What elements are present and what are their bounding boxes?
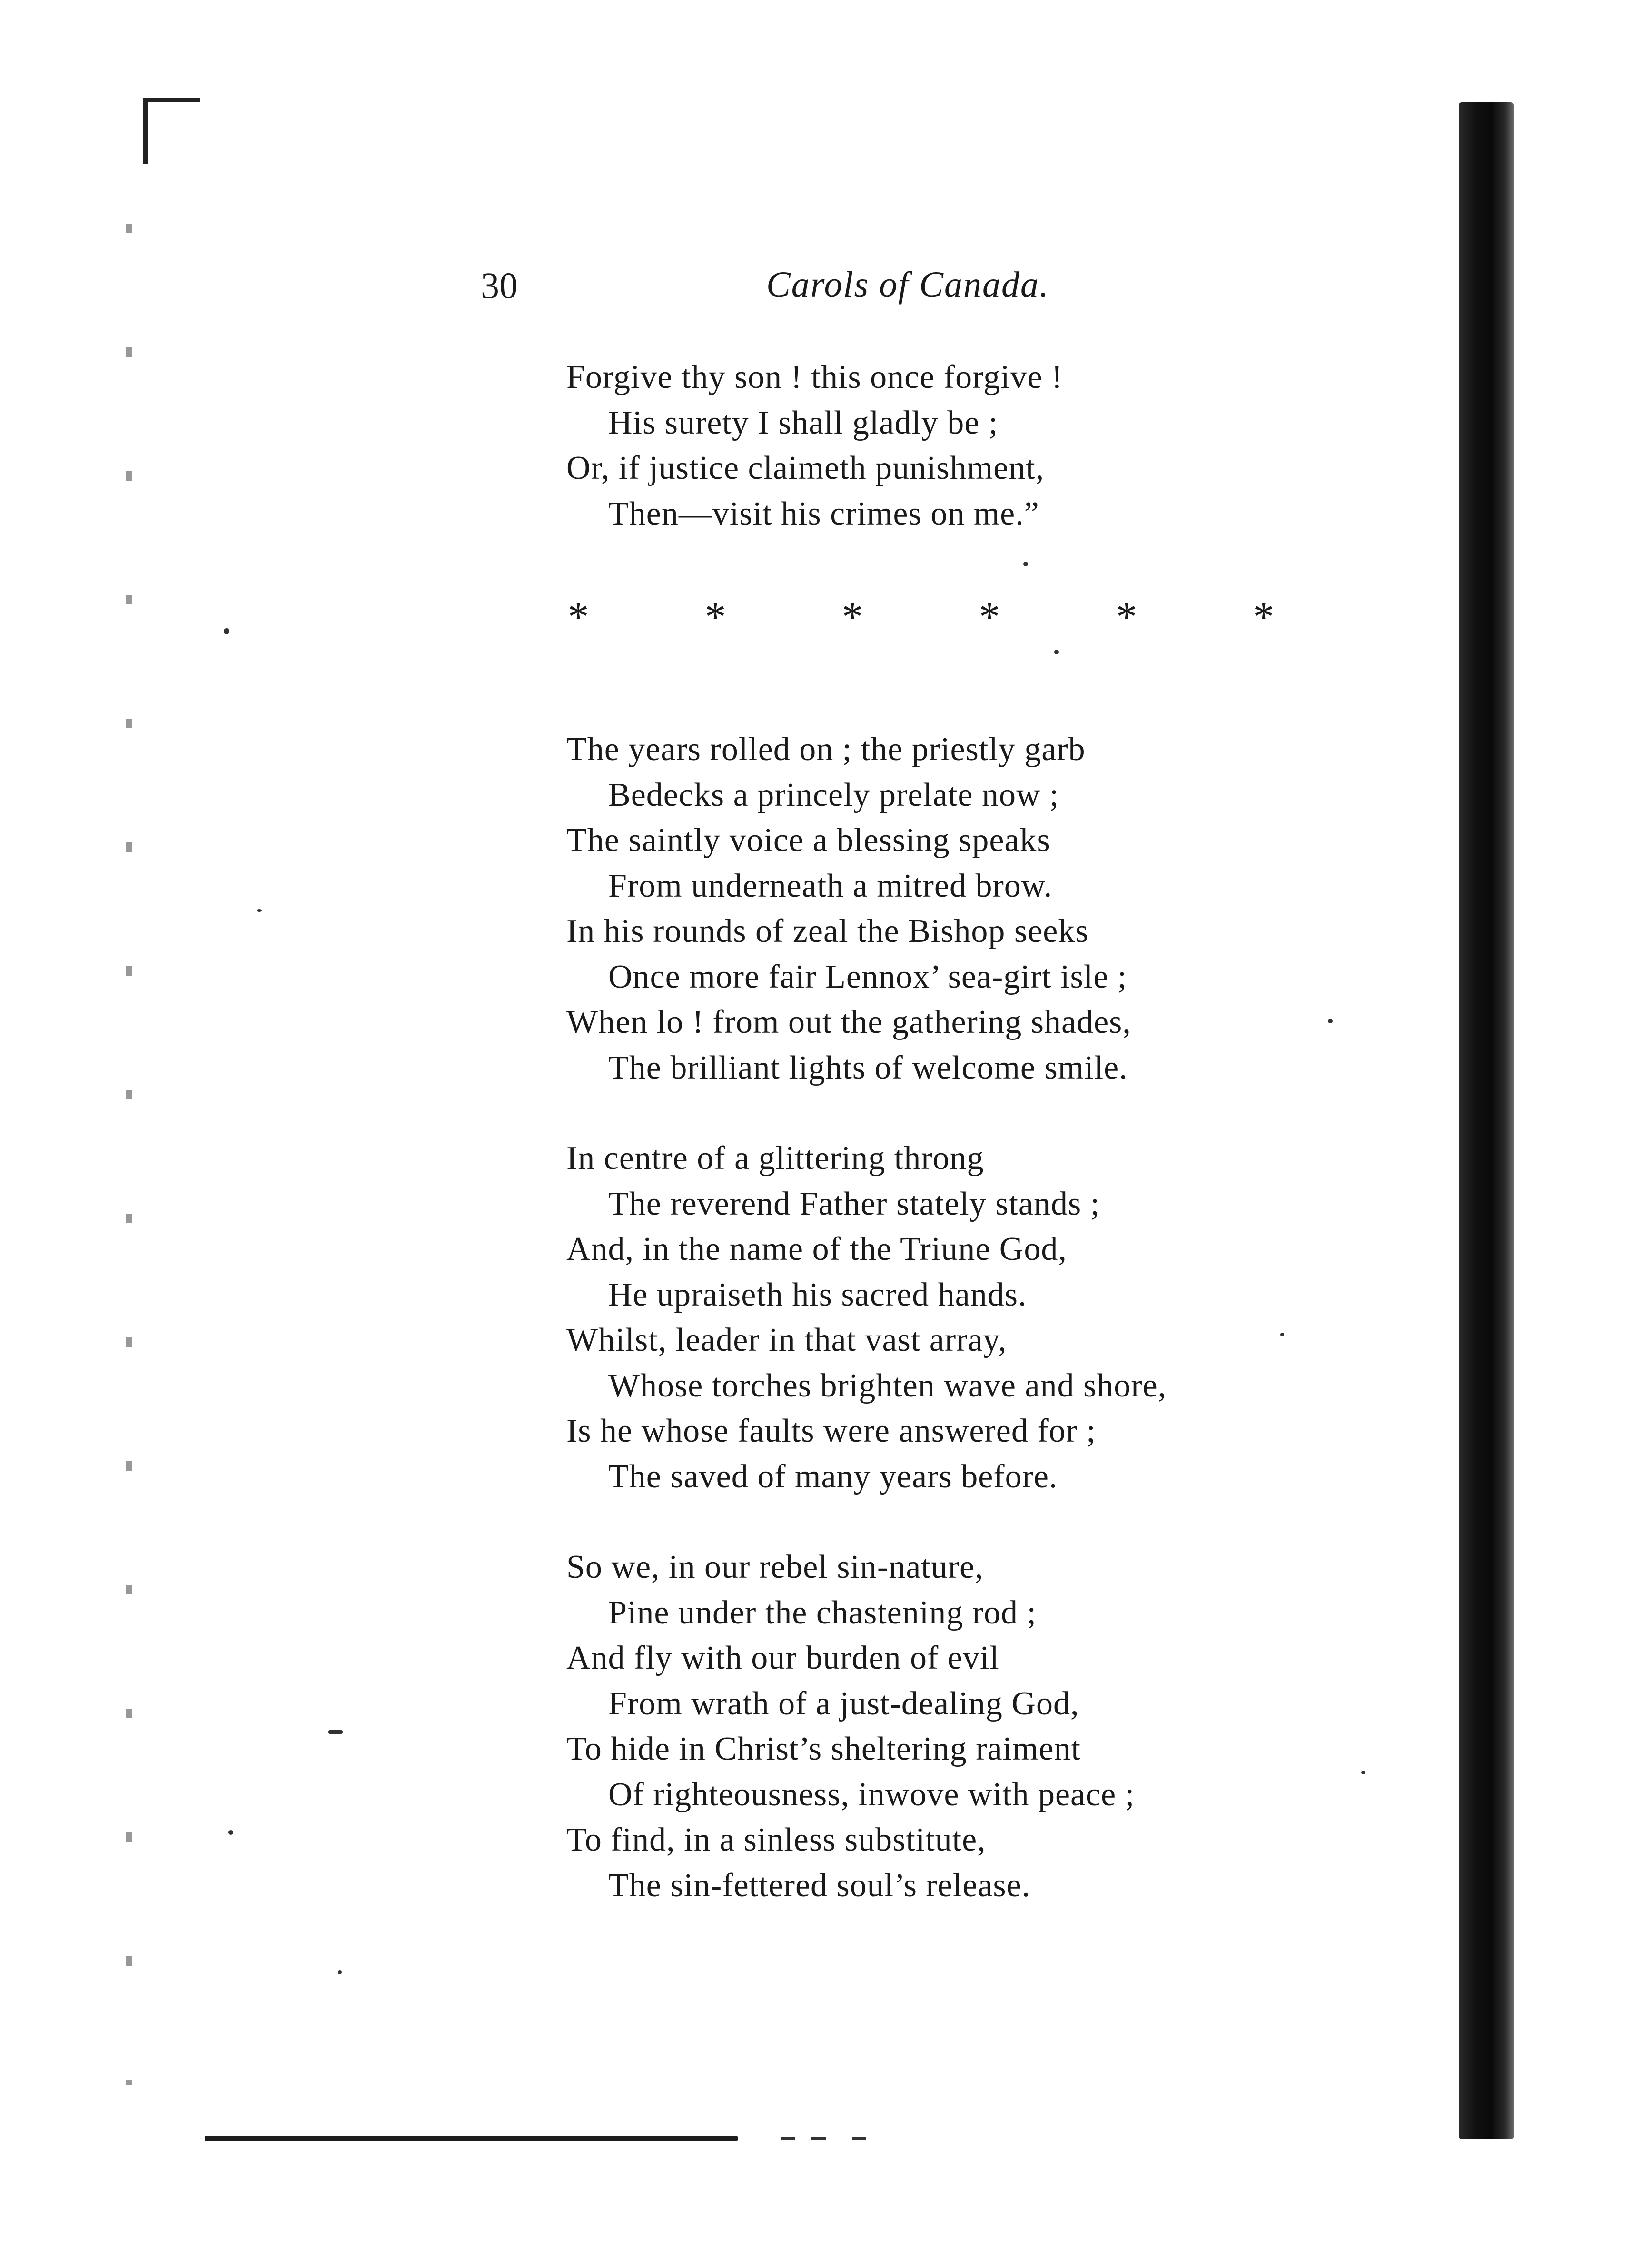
poem-line: When lo ! from out the gathering shades, — [566, 1004, 1131, 1040]
poem-line: To hide in Christ’s sheltering raiment — [566, 1731, 1081, 1767]
scan-speck — [1023, 562, 1028, 566]
corner-crop-mark — [143, 98, 200, 164]
poem-line: Then—visit his crimes on me.” — [608, 495, 1039, 532]
scan-speck — [257, 909, 262, 912]
poem-line: From wrath of a just-dealing God, — [608, 1685, 1079, 1722]
stanza — [566, 727, 1423, 1090]
poem-body — [566, 355, 1423, 1908]
asterisk: * — [567, 594, 589, 641]
scan-speck — [1054, 650, 1059, 654]
poem-line: The saved of many years before. — [608, 1458, 1058, 1495]
poem-line: In centre of a glittering throng — [566, 1140, 984, 1177]
poem-line: The reverend Father stately stands ; — [608, 1185, 1100, 1222]
stanza — [566, 355, 1423, 536]
scan-speck — [338, 1970, 342, 1974]
poem-line: From underneath a mitred brow. — [608, 867, 1053, 904]
scan-speck — [328, 1730, 343, 1734]
poem-line: Or, if justice claimeth punishment, — [566, 450, 1045, 486]
scan-speck — [1361, 1771, 1365, 1774]
poem-line: Whilst, leader in that vast array, — [566, 1322, 1007, 1358]
poem-line: The brilliant lights of welcome smile. — [608, 1049, 1128, 1086]
bottom-rule — [205, 2136, 738, 2141]
asterisk: * — [1253, 594, 1275, 641]
poem-line: The sin-fettered soul’s release. — [608, 1867, 1031, 1904]
poem-line: Whose torches brighten wave and shore, — [608, 1367, 1167, 1404]
poem-line: So we, in our rebel sin-nature, — [566, 1549, 984, 1585]
binding-shadow — [1459, 102, 1514, 2139]
poem-line: His surety I shall gladly be ; — [608, 404, 999, 441]
bottom-dash — [852, 2137, 866, 2140]
poem-line: Of righteousness, inwove with peace ; — [608, 1776, 1135, 1813]
page-number: 30 — [481, 265, 518, 306]
stanza — [566, 1544, 1423, 1908]
poem-line: He upraiseth his sacred hands. — [608, 1276, 1027, 1313]
asterisk: * — [704, 594, 726, 641]
page-header — [481, 264, 1099, 321]
poem-line: And fly with our burden of evil — [566, 1640, 999, 1676]
poem-line: Bedecks a princely prelate now ; — [608, 776, 1059, 813]
stanza — [566, 1136, 1423, 1499]
running-title: Carols of Canada. — [766, 265, 1049, 305]
poem-line: The saintly voice a blessing speaks — [566, 822, 1050, 859]
poem-line: In his rounds of zeal the Bishop seeks — [566, 913, 1089, 950]
poem-line: To find, in a sinless substitute, — [566, 1821, 986, 1858]
section-separator — [564, 593, 1278, 640]
poem-line: Is he whose faults were answered for ; — [566, 1413, 1096, 1449]
poem-line: The years rolled on ; the priestly garb — [566, 731, 1086, 768]
left-edge-specks — [126, 181, 132, 2085]
bottom-dash — [781, 2137, 795, 2140]
scan-speck — [1280, 1333, 1284, 1336]
asterisk: * — [841, 594, 863, 641]
scan-speck — [228, 1830, 233, 1835]
scan-speck — [224, 628, 229, 634]
scan-speck — [1328, 1019, 1333, 1023]
poem-line: Forgive thy son ! this once forgive ! — [566, 359, 1063, 396]
asterisk: * — [1116, 594, 1138, 641]
bottom-dash — [811, 2137, 826, 2140]
poem-line: Pine under the chastening rod ; — [608, 1594, 1037, 1631]
asterisk: * — [979, 594, 1000, 641]
poem-line: Once more fair Lennox’ sea-girt isle ; — [608, 958, 1128, 995]
poem-line: And, in the name of the Triune God, — [566, 1231, 1067, 1267]
